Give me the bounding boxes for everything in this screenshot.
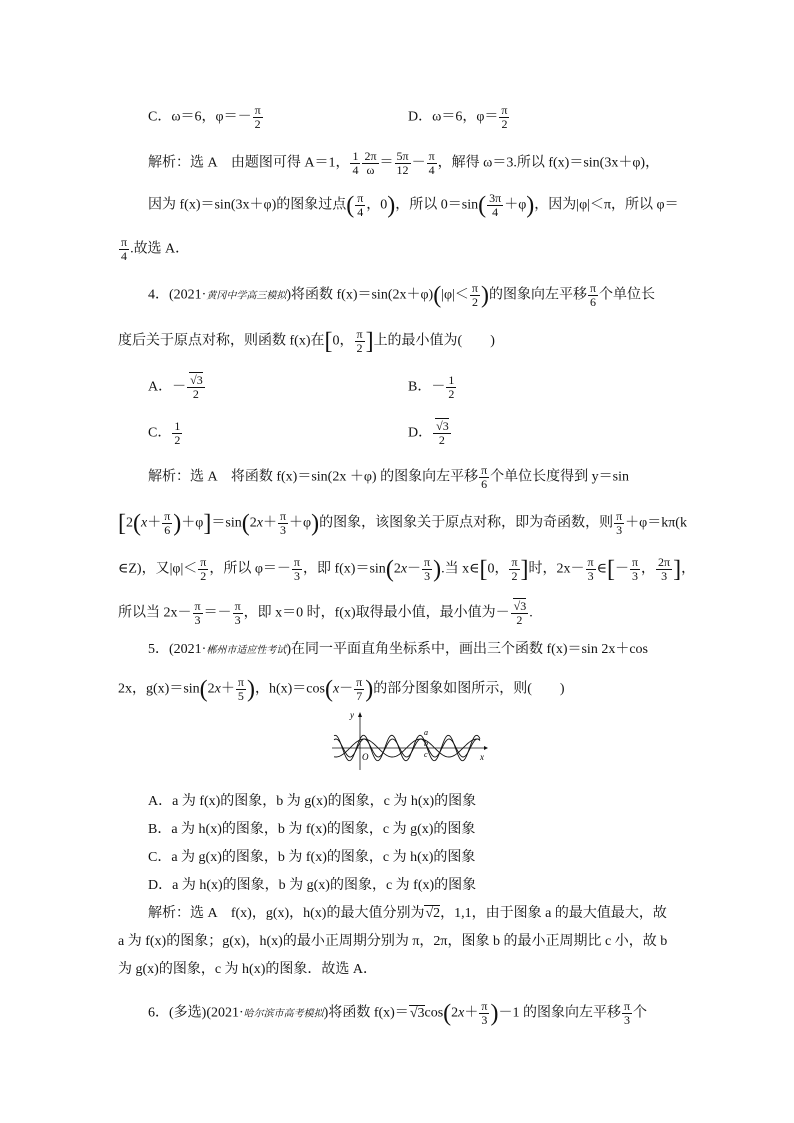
q5-option-b[interactable]: B．a 为 h(x)的图象，b 为 f(x)的图象，c 为 g(x)的图象 (148, 822, 476, 837)
q4-option-b[interactable]: B．－ $\frac{1}{2}$ (408, 373, 455, 401)
curve-b-label: b (424, 739, 428, 748)
q4-option-a[interactable]: A．－ $\frac{√3}{2}$ (148, 373, 203, 401)
x-axis-arrow-icon (484, 746, 488, 750)
q3-option-c[interactable] (148, 104, 264, 131)
fraction: $\frac{\pi}{2}$ (501, 103, 508, 131)
q4-option-d[interactable]: D． $\frac{√3}{2}$ (408, 419, 449, 447)
q5-stem-line2: 2x，g(x)＝sin(2x＋ $\frac{\pi}{5}$ )，h(x)＝cos(x－ $\frac{\pi}{7}$ )的部分图象如图所示，则( ) (118, 675, 565, 703)
q6-stem-line1: 6．(多选)(2021·哈尔滨市高考模拟)将函数 f(x)＝√3cos(2x＋ $\frac{\pi}{3}$ )－1 的图象向左平移 $\frac{\pi}{3}$ 个 (148, 999, 648, 1027)
origin-label: O (362, 752, 369, 762)
q5-option-d[interactable]: D．a 为 h(x)的图象，b 为 g(x)的图象，c 为 f(x)的图象 (148, 878, 477, 893)
q3-option-d-text: D．ω＝6，φ＝ (408, 109, 499, 125)
q5-source: 郴州市适应性考试 (206, 645, 287, 656)
q3-solution-line1: 解析：选 A 由题图可得 A＝1， $\frac{1}{4}$ $\frac{2\pi}{\omega}$ ＝ $\frac{5\pi}{12}$ － $\frac{\pi}{4}$ ，解得 ω＝3.所以 f(x)＝sin(3x＋φ)， (148, 149, 660, 177)
q3-solution-line2: 因为 f(x)＝sin(3x＋φ)的图象过点( $\frac{\pi}{4}$ ，0)，所以 0＝sin( $\frac{3\pi}{4}$ ＋φ)，因为|φ|＜π，所以 φ＝ (148, 191, 679, 219)
q3-solution-line3: $\frac{\pi}{4}$ .故选 A． (121, 235, 190, 263)
q4-stem-line1: 4．(2021·黄冈中学高三模拟)将函数 f(x)＝sin(2x＋φ)(|φ|＜ $\frac{\pi}{2}$ )的图象向左平移 $\frac{\pi}{6}$ 个单位长 (148, 281, 656, 309)
q4-option-c[interactable]: C． $\frac{1}{2}$ (148, 419, 181, 447)
q4-solution-line4: 所以当 2x－ $\frac{\pi}{3}$ ＝－ $\frac{\pi}{3}$ ，即 x＝0 时，f(x)取得最小值，最小值为－ $\frac{√3}{2}$ . (118, 599, 533, 627)
curve-c-label: c (424, 750, 428, 759)
q4-stem-line2: 度后关于原点对称，则函数 f(x)在[0， $\frac{\pi}{2}$ ]上的最小值为( ) (118, 327, 495, 355)
q5-option-c[interactable]: C．a 为 g(x)的图象，b 为 f(x)的图象，c 为 h(x)的图象 (148, 850, 476, 865)
q5-stem-line1: 5．(2021·郴州市适应性考试)在同一平面直角坐标系中，画出三个函数 f(x)＝sin 2x＋cos (148, 642, 648, 657)
q4-source: 黄冈中学高三模拟 (206, 290, 287, 302)
y-axis-label: y (350, 710, 354, 720)
x-axis-label: x (480, 752, 484, 762)
q3-option-c-text: C．ω＝6，φ＝－ (148, 109, 252, 125)
fraction: $\frac{\pi}{2}$ (254, 103, 261, 131)
q5-solution-line2: a 为 f(x)的图象；g(x)，h(x)的最小正周期分别为 π，2π，图象 b 的最小正周期比 c 小，故 b (118, 934, 668, 949)
q4-solution-line2: [2(x＋ $\frac{\pi}{6}$ )＋φ]＝sin(2x＋ $\frac{\pi}{3}$ ＋φ)的图象，该图象关于原点对称，即为奇函数，则 $\frac{\pi}{3}$ ＋φ＝kπ(k (118, 509, 687, 537)
q4-solution-line3: ∈Z)，又|φ|＜ $\frac{\pi}{2}$ ，所以 φ＝－ $\frac{\pi}{3}$ ，即 f(x)＝sin(2x－ $\frac{\pi}{3}$ ).当 x∈[0， $\frac{\pi}{2}$ ]时，2x－ $\frac{\pi}{3}$ ∈[－ $\frac{\pi}{3}$ ， $\frac{2\pi}{3}$ ]， (118, 555, 696, 583)
q3-option-d[interactable] (408, 104, 510, 131)
q6-source: 哈尔滨市高考模拟 (243, 1008, 324, 1020)
q5-option-a[interactable]: A．a 为 f(x)的图象，b 为 g(x)的图象，c 为 h(x)的图象 (148, 794, 477, 809)
q5-function-graph (330, 708, 490, 772)
q5-solution-line1: 解析：选 A f(x)，g(x)，h(x)的最大值分别为√2，1,1，由于图象 a 的最大值最大，故 (148, 906, 667, 921)
q4-solution-line1: 解析：选 A 将函数 f(x)＝sin(2x ＋φ) 的图象向左平移 $\frac{\pi}{6}$ 个单位长度得到 y＝sin (148, 463, 629, 491)
y-axis-arrow-icon (358, 712, 362, 717)
q5-solution-line3: 为 g(x)的图象，c 为 h(x)的图象．故选 A． (118, 962, 377, 977)
curve-a-label: a (424, 728, 428, 737)
